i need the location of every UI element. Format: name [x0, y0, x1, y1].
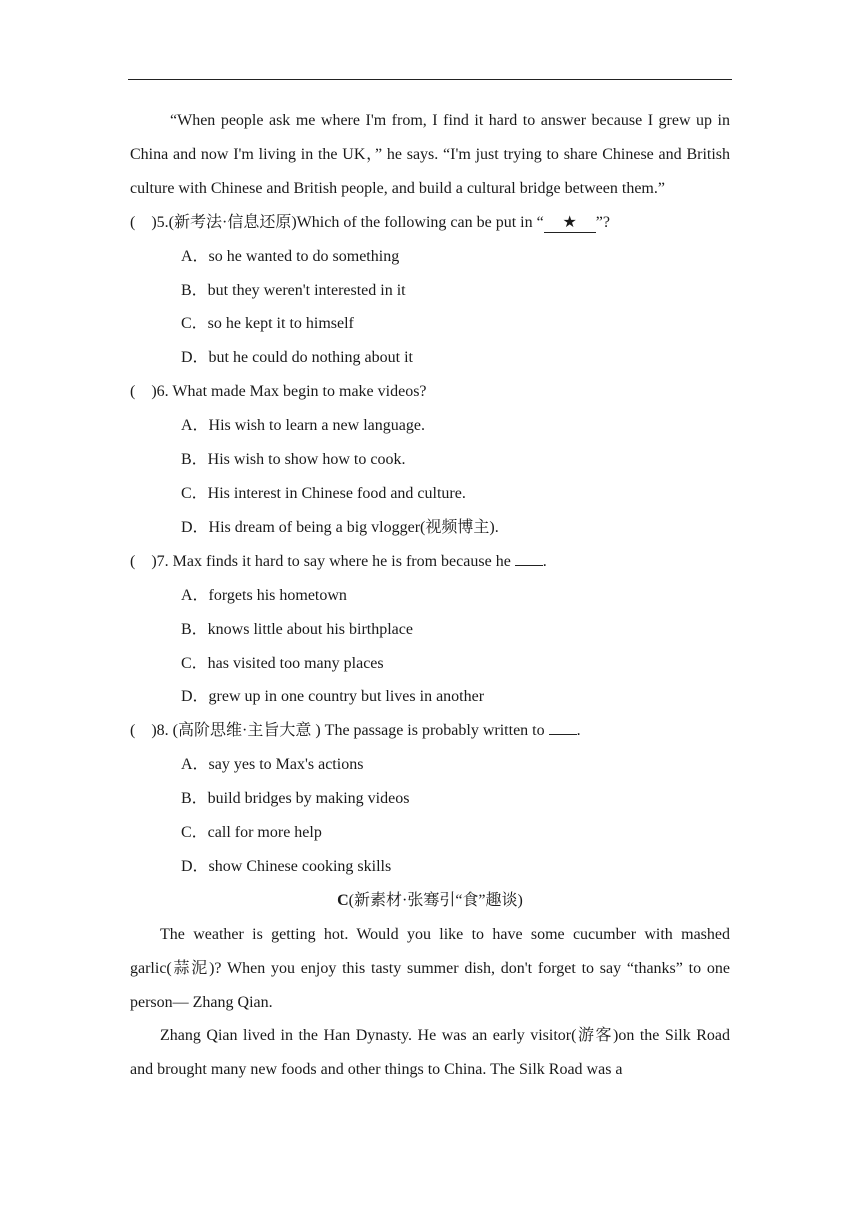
- answer-paren[interactable]: ( ): [130, 722, 157, 740]
- option-b[interactable]: B．His wish to show how to cook.: [181, 451, 406, 469]
- passage-paragraph: “When people ask me where I'm from, I find it hard to answer because I grew up in China and now I'm living in the UK，” he says. “I'm just trying to share Chinese and British culture with Chinese and British people, and build a cultural bridge between them.”: [130, 112, 730, 197]
- option-a[interactable]: A．forgets his hometown: [181, 586, 347, 604]
- option-d[interactable]: D．grew up in one country but lives in another: [181, 688, 485, 706]
- question-6: [130, 375, 730, 545]
- passage-paragraph: The weather is getting hot. Would you like to have some cucumber with mashed garlic(蒜泥)? When you enjoy this tasty summer dish, don't forget to say “thanks” to one person— Zhang Qian.: [130, 925, 730, 1011]
- question-text: Max finds it hard to say where he is from because he: [168, 552, 515, 570]
- answer-paren[interactable]: ( ): [130, 213, 157, 231]
- question-text: The passage is probably written to: [324, 722, 549, 740]
- star-blank: ★: [544, 214, 596, 233]
- option-b[interactable]: B．but they weren't interested in it: [181, 281, 406, 299]
- answer-blank[interactable]: [549, 718, 577, 735]
- option-c[interactable]: C．so he kept it to himself: [181, 315, 354, 333]
- question-text: What made Max begin to make videos?: [168, 383, 427, 401]
- question-stem: [130, 375, 730, 409]
- question-number: 7.: [156, 552, 169, 570]
- option-c[interactable]: C．has visited too many places: [181, 654, 384, 672]
- question-7: [130, 545, 730, 715]
- question-text-end: .: [576, 722, 581, 740]
- question-8: [130, 714, 730, 884]
- option-d[interactable]: D．His dream of being a big vlogger(视频博主).: [181, 518, 499, 536]
- answer-blank[interactable]: [515, 549, 543, 566]
- question-number: 6.: [156, 383, 169, 401]
- section-letter: C: [337, 891, 349, 909]
- question-tag: (新考法·信息还原): [168, 213, 297, 231]
- section-title: (新素材·张骞引“食”趣谈): [348, 891, 523, 909]
- question-text: Which of the following can be put in “: [296, 213, 544, 231]
- option-b[interactable]: B．build bridges by making videos: [181, 790, 410, 808]
- option-b[interactable]: B．knows little about his birthplace: [181, 620, 413, 638]
- option-a[interactable]: A．so he wanted to do something: [181, 247, 400, 265]
- answer-paren[interactable]: ( ): [130, 383, 157, 401]
- option-c[interactable]: C．His interest in Chinese food and culture.: [181, 484, 466, 502]
- passage-paragraph: Zhang Qian lived in the Han Dynasty. He was an early visitor(游客)on the Silk Road and brought many new foods and other things to China. The Silk Road was a: [130, 1027, 730, 1079]
- option-d[interactable]: D．show Chinese cooking skills: [181, 857, 392, 875]
- option-c[interactable]: C．call for more help: [181, 824, 322, 842]
- question-number: 8.: [156, 722, 169, 740]
- question-number: 5.: [156, 213, 169, 231]
- question-stem: [130, 714, 730, 748]
- section-c-heading: [130, 884, 730, 918]
- question-tag: (高阶思维·主旨大意 ): [168, 722, 325, 740]
- question-stem: [130, 206, 730, 240]
- page-content: [130, 104, 730, 1087]
- question-text-end: .: [542, 552, 547, 570]
- option-a[interactable]: A．say yes to Max's actions: [181, 756, 364, 774]
- option-a[interactable]: A．His wish to learn a new language.: [181, 417, 425, 435]
- header-rule: [128, 79, 732, 80]
- question-text-end: ”?: [595, 213, 610, 231]
- question-5: [130, 206, 730, 376]
- question-stem: [130, 545, 730, 579]
- option-d[interactable]: D．but he could do nothing about it: [181, 349, 413, 367]
- answer-paren[interactable]: ( ): [130, 552, 157, 570]
